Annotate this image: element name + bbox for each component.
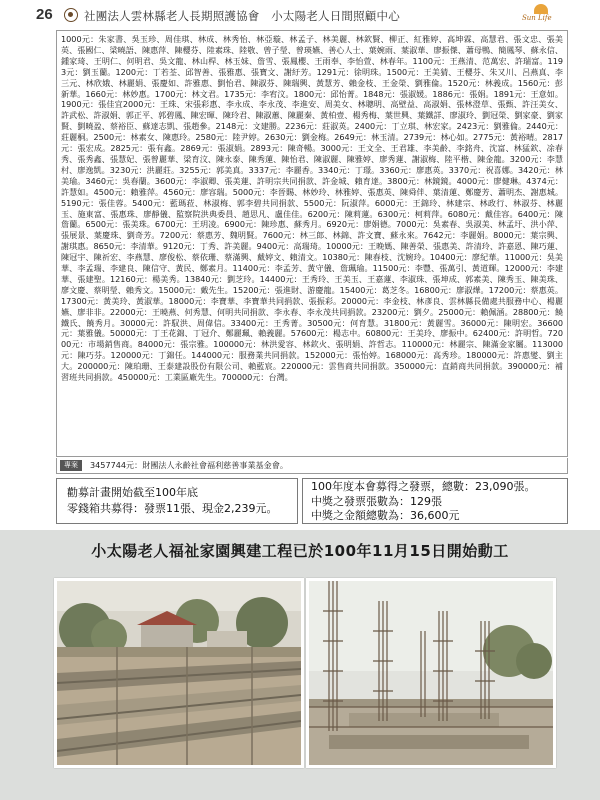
project-donation-text: 3457744元：財團法人永齡社會福利慈善事業基金會。 xyxy=(90,460,288,470)
project-donation-row xyxy=(56,458,568,474)
sun-life-logo-icon xyxy=(520,4,564,26)
construction-headline: 小太陽老人福祉家園興建工程已於100年11月15日開始動工 xyxy=(91,542,509,560)
invoice-summary-line-3: 中獎之金額總數為：36,600元 xyxy=(311,509,460,522)
coin-box-summary xyxy=(56,478,298,524)
invoice-summary xyxy=(302,478,568,524)
invoice-summary-line-1: 100年度本會募得之發票，總數：23,090張。 xyxy=(311,480,536,493)
donor-list-box xyxy=(56,30,568,457)
construction-photo-rebar-columns xyxy=(306,578,556,768)
page-header xyxy=(0,0,600,30)
project-label: 專案 xyxy=(60,460,82,471)
page-number: 26 xyxy=(36,6,53,23)
organization-title: 社團法人雲林縣老人長期照護協會 小太陽老人日間照顧中心 xyxy=(84,9,400,23)
invoice-summary-line-2: 中獎之發票張數為：129張 xyxy=(311,494,442,508)
association-logo-icon xyxy=(64,8,78,22)
coin-box-summary-line-1: 勸募計畫開始截至100年底 xyxy=(67,486,198,499)
donor-list-text: 1000元：朱家書、吳玉珍、周佳琪、林成、林秀怡、林亞璇、林孟子、林美麗、林欽賢、柳正、紅雅婷、高坤霖、高慧君、張文忠、張美英、張國仁、梁曉語、陳惠萍、陳櫻芬、陸素珠、陸敬、曾子瑩、曾瑛嬿、善心人士、葉婉雨、葉淑華、廖振傑、蕭母鴨、簡鳳琴、蘇永信、鍾家琦、王明仁、何明君、吳文龍、林山桿、林玉妹、詹雪、張鳳櫻、王雨奉、李怡萱、林春年。1100元：王燕清、范萬宏、許瑞富。1193元：劉玉蘭。1200元：丁若荃、邱智善、張雅惠、張寶文、謝紆芳。1291元：徐明珠。1500元：王美猜、王櫻芬、朱又川、呂燕真、李三元、林欣娥、林麗娟、張慶如、許雅惠、劉怡君、陳淑芬、陳瑞興、黃慧芳、賴金枝、王金榮、劉雅倫。1520元：林義成。1560元：彭新華。1660元：林妙惠。1700元：林文君。1735元：李宥汶。1800元：邱怡菁。1848元：張淑媛。1886元：張娟。1891元：王意如。1900元：張佳宜2000元：王珠、宋張彩惠、李永成、李永茂、李進安、周美女、林聰明、高壁益、高淑娟、張林澄草、張甄、許汪美女、許武松、許淑娟、郭正平、郭碧鳳、陳宏暉、陳玲君、陳淑蕙、陳麗秦、黃柏壹、楊秀梅、葉世興、葉鐵詳、廖淑玲、劉冠榮、劉家豪、劉家賢、劉曉盈、蔡裕臣、蘇達志凱、張趙參。2148元：文建勝。2236元：莊淑英。2400元：丁立琪、林宏家。2423元：劉雅倫。2440元：莊麗桐。2500元：林素女、陳惠玲。2580元：陸尹婷。2630元：劉金梅。2649元：林玉清。2739元：林心如。2775元：黃裕晴。2817元：張宏成。2825元：張有鑫。2869元：張淑娟。2893元：陳奇暢。3000元：王文全、王君雄、李美齡、李銘舟、沈富、林猛欽、凃春秀、張秀鑫、張慧妃、張曾麗華、梁育汶、陳永泰、陳秀蓮、陳怡君、陳淑麗、陳雅婷、廖秀蓮、謝淑梅、陸平楷、陳金龍。3200元：李慧村、廖逸凱。3230元：洪麗莊。3255元：郭美真。3337元：李麗香。3340元：丁璟。3360元：廖惠英。3370元：祝喜娜。3420元：林美瑜。3460元：吳春蘭。3600元：李淑卿、張美蓮、許明宗共同捐款、許金城、賴育達。3800元：林鏡鏡。4000元：廖健琳。4374元：許慧如。4500元：賴雅萍。4560元：廖容瑞。5000元：李晉賜、林妙玲、林雅婷、張惠英、陳舜伴、葉清蓮、鄭慶芳、蕭明杰、謝惠城。5190元：張佳蓉。5400元：藍瑪菈、林淑梅、郭李碧共同捐款、5500元：阮淑萍。6000元：王錦玲、林建宗、林政行、林淑芬、林麗玉、施東富、張惠珠、廖靜儀、監察院洪典委員、趙思凡、盧佳佳。6200元：陳莉蓮。6300元：柯莉萍。6080元：戴佳容。6400元：陳詹蘭。6500元：張美珠。6700元：王玥凌。6900元：陳珍惠、蘇秀月。6920元：廖娟德。7000元：吳素春、吳淑美、林孟圩、洪小萍、張展景、葉慶珠、劉奇芳。7200元：蔡惠芳、魏明賢。7600元：林三郎、林錦、許文寶、蘇永來。7642元：李麗娟。8000元：葉宗興、謝琪惠。8650元：李清華。9120元：丁秀、許美麗。9400元：高瑞琦。10000元：王晚媽、陳善榮、張惠美、許清玲、許嘉恩、陳巧蓮、陳冠宇、陳祈宏、李燕慧、廖俊松、蔡依珊、蔡滿興、戴婷文、賴清文。10380元：陳春枝、沈婉玲。10400元：廖紀華。11000元：吳美華、李孟瑞、李建良、陳信守、黃民、鄭素月。11400元：李孟芳、黃守儀、詹珮瑜。11500元：李豐、張萬引、黃道輝。12000元：李建華、張建聖。12160元：楊美秀。13840元：劉芝玲。14400元：王秀玲、王美玉、王嘉蓮、李淑珠、張坤成、郭素美、陳秀玉、陳美珠、廖文慶、蔡明瑩、賴秀文。15000元：戴先生。15200元：張進財、游慶龍。15400元：葛芝冬。16800元：廖淑燁。17200元：蔡惠英。17300元：黃美玲、黃淑華。18000元：李寶華、李寶華共同捐款、張振彩。20000元：李金枝、林彥良、雲林縣長備處共服務中心、楊麗嬿、廖非非。22000元：王曉燕、何秀慧、何明共同捐款、李永春、李永茂共同捐款。23200元：劉夕。25000元：賴佩涵。28800元：饒鐵氏、饒秀月。30000元：許馭洪、周偉信。33400元：王秀菁。30500元：何育慧。31800元：黃麗雪。36000元：陳明宏。36600元：葉雅儀。50000元：丁王花錦、丁冠介、鄭麗珮、賴義麗。57600元：楊志中。60800元：王美玲、廖振中。62400元：許明哲。72000元：市場銷售商。84000元：張宗雅。100000元：林洪愛容、林欽火、張明娟、許哲志。110000元：林麗宗、陳滿金家屬。113000元：陳巧芬。120000元：丁錦任。144000元：服務業共同捐款。152000元：張怡婷。168000元：高秀珍。180000元：許惠燮、劉主大。200000元：陳珀珊、王泰建設股份有限公司、賴藍宸。220000元：雲售商共同捐款。350000元：直銷商共同捐款。390000元：補習班共同捐款。450000元：工業區廠先生。700000元：台灣。 xyxy=(61,34,563,383)
construction-photo-foundation xyxy=(54,578,304,768)
sun-life-logo-text: Sun Life xyxy=(522,14,552,22)
coin-box-summary-line-2: 零錢箱共募得：發票11張、現金2,239元。 xyxy=(67,502,278,515)
